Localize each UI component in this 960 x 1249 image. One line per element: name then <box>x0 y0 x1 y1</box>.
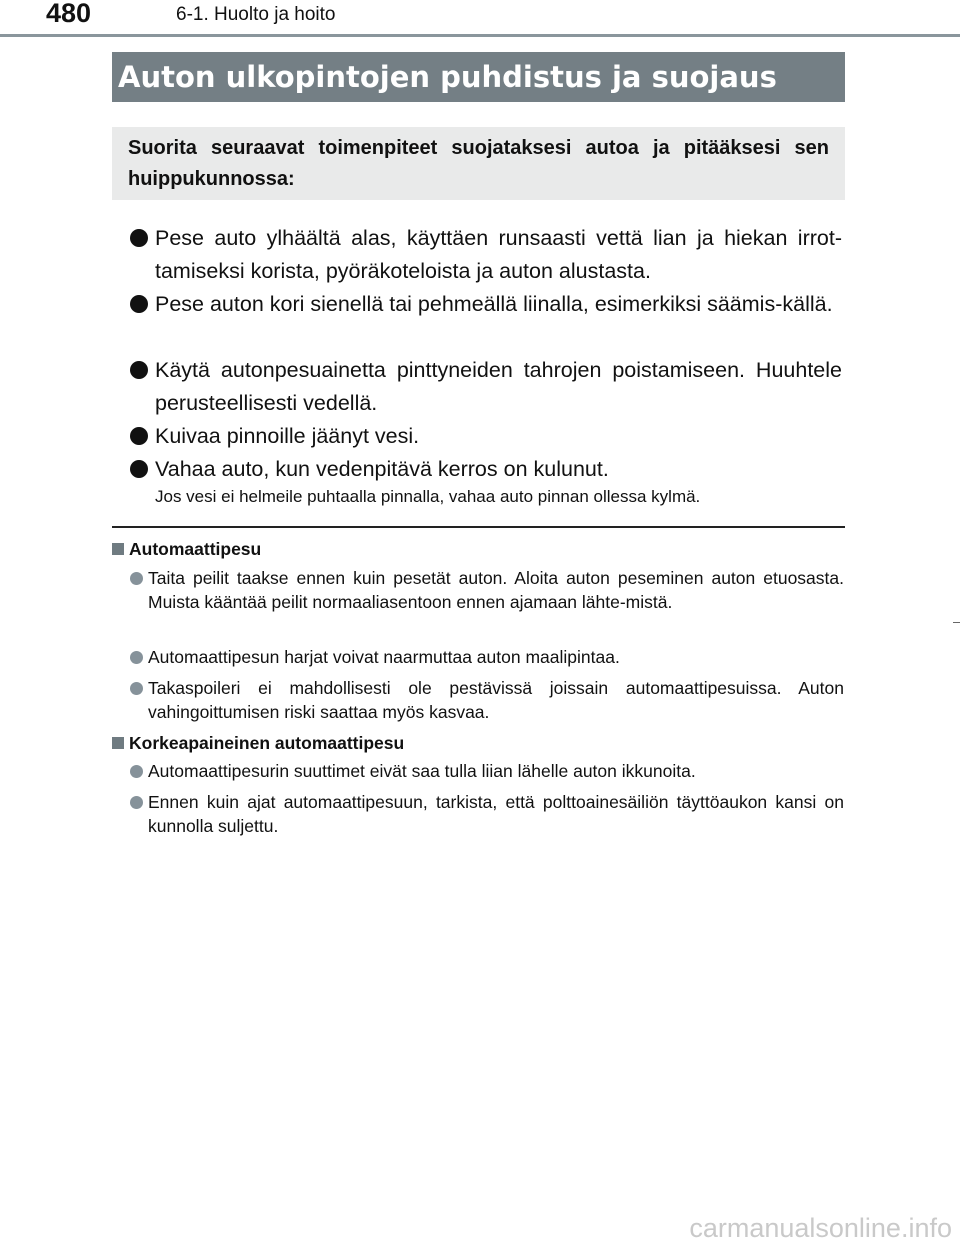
subheading-text: Korkeapaineinen automaattipesu <box>129 733 405 753</box>
header-divider <box>0 34 960 37</box>
list-item-text: Ennen kuin ajat automaattipesuun, tarkista, että polttoainesäiliön täyttöaukon kansi on kunnolla suljettu. <box>148 792 844 836</box>
list-item <box>130 645 844 669</box>
page-number: 480 <box>46 0 92 28</box>
bullet-icon <box>130 460 148 478</box>
list-item-text: Kuivaa pinnoille jäänyt vesi. <box>155 424 420 448</box>
subheading-text: Automaattipesu <box>129 539 262 559</box>
square-bullet-icon <box>112 543 124 555</box>
list-item-text: Automaattipesurin suuttimet eivät saa tulla liian lähelle auton ikkunoita. <box>148 761 696 781</box>
bullet-icon <box>130 572 143 585</box>
list-item-text: Pese auton kori sienellä tai pehmeällä liinalla, esimerkiksi säämis-källä. <box>155 292 833 316</box>
square-bullet-icon <box>112 737 124 749</box>
margin-tick <box>953 622 960 623</box>
bullet-icon <box>130 229 148 247</box>
list-item-text: Taita peilit taakse ennen kuin pesetät auton. Aloita auton peseminen auton etuosasta. Muista kääntää peilit normaaliasentoon ennen ajamaan lähte-mistä. <box>148 568 844 612</box>
list-item-text: Käytä autonpesuainetta pinttyneiden tahrojen poistamiseen. Huuhtele perusteellisesti vedellä. <box>155 358 842 415</box>
list-item <box>130 676 844 724</box>
bullet-icon <box>130 796 143 809</box>
bullet-icon <box>130 361 148 379</box>
intro-box: Suorita seuraavat toimenpiteet suojataksesi autoa ja pitääksesi sen huippukunnossa: <box>112 127 845 200</box>
bullet-icon <box>130 295 148 313</box>
list-item <box>130 566 844 614</box>
list-item <box>130 790 844 838</box>
list-item <box>128 420 842 453</box>
instruction-list <box>128 222 842 486</box>
list-item-text: Automaattipesun harjat voivat naarmuttaa auton maalipintaa. <box>148 647 620 667</box>
list-item <box>130 759 844 783</box>
page-title: Auton ulkopintojen puhdistus ja suojaus <box>112 52 845 102</box>
section-divider <box>112 526 845 528</box>
bullet-icon <box>130 765 143 778</box>
list-item-text: Vahaa auto, kun vedenpitävä kerros on kulunut. <box>155 457 609 481</box>
list-item <box>128 354 842 420</box>
list-item <box>128 222 842 288</box>
list-item-text: Takaspoileri ei mahdollisesti ole pestävissä joissain automaattipesuissa. Auton vahingoittumisen riski saattaa myös kasvaa. <box>148 678 844 722</box>
list-item-text: Pese auto ylhäältä alas, käyttäen runsaasti vettä lian ja hiekan irrot-tamiseksi korista, pyöräkoteloista ja auton alustasta. <box>155 226 842 283</box>
bullet-icon <box>130 682 143 695</box>
list-item <box>128 453 842 486</box>
bullet-icon <box>130 427 148 445</box>
subheading-high-pressure-wash <box>112 731 404 755</box>
watermark: carmanualsonline.info <box>689 1213 952 1243</box>
wax-note: Jos vesi ei helmeile puhtaalla pinnalla, vahaa auto pinnan ollessa kylmä. <box>155 487 701 506</box>
section-label: 6-1. Huolto ja hoito <box>176 4 336 25</box>
list-item <box>128 288 842 354</box>
subheading-automatic-wash <box>112 537 261 561</box>
bullet-icon <box>130 651 143 664</box>
